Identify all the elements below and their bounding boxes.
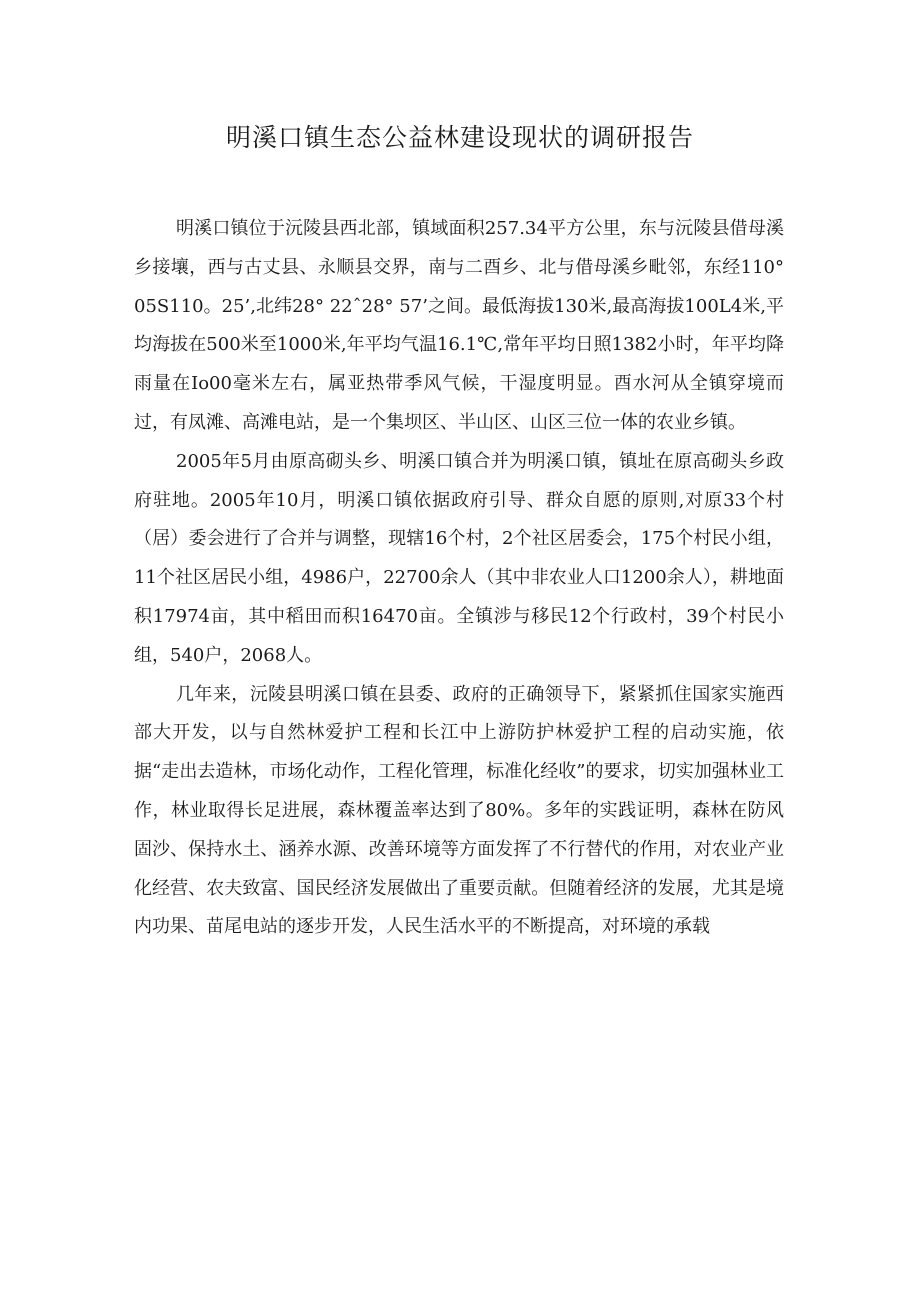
paragraph-administration: 2005年5月由原高砌头乡、明溪口镇合并为明溪口镇，镇址在原高砌头乡政府驻地。2005年10月，明溪口镇依据政府引导、群众自愿的原则,对原33个村（居）委会进行了合并与调整，现辖16个村，2个社区居委会，175个村民小组，11个社区居民小组，4986户，22700余人（其中非农业人口1200余人），耕地面积17974亩，其中稻田而积16470亩。全镇涉与移民12个行政村，39个村民小组，540户，2068人。: [134, 450, 784, 666]
paragraph-forestry: 几年来，沅陵县明溪口镇在县委、政府的正确领导下，紧紧抓住国家实施西部大开发，以与自然林爱护工程和长江中上游防护林爱护工程的启动实施，依据“走出去造林，市场化动作，工程化管理，标准化经收”的要求，切实加强林业工作，林业取得长足进展，森林覆盖率达到了80%。多年的实践证明，森林在防风固沙、保持水土、涵养水源、改善环境等方面发挥了不行替代的作用，对农业产业化经营、农夫致富、国民经济发展做出了重要贡献。但随着经济的发展，尤其是境内功果、苗尾电站的逐步开发，人民生活水平的不断提高，对环境的承载: [134, 683, 784, 938]
document-body: [134, 210, 784, 947]
paragraph-location: 明溪口镇位于沅陵县西北部，镇域面积257.34平方公里，东与沅陵县借母溪乡接壤，西与古丈县、永顺县交界，南与二酉乡、北与借母溪乡毗邻，东经110° 05S110。25’,北纬28° 22ˆ28° 57’之间。最低海拔130米,最高海拔100L4米,平均海拔在500米至1000米,年平均气温16.1℃,常年平均日照1382小时，年平均降雨量在Io00毫米左右，属亚热带季风气候，干湿度明显。酉水河从全镇穿境而过，有凤滩、高滩电站，是一个集坝区、半山区、山区三位一体的农业乡镇。: [134, 218, 784, 433]
document-title: 明溪口镇生态公益林建设现状的调研报告: [225, 123, 694, 152]
